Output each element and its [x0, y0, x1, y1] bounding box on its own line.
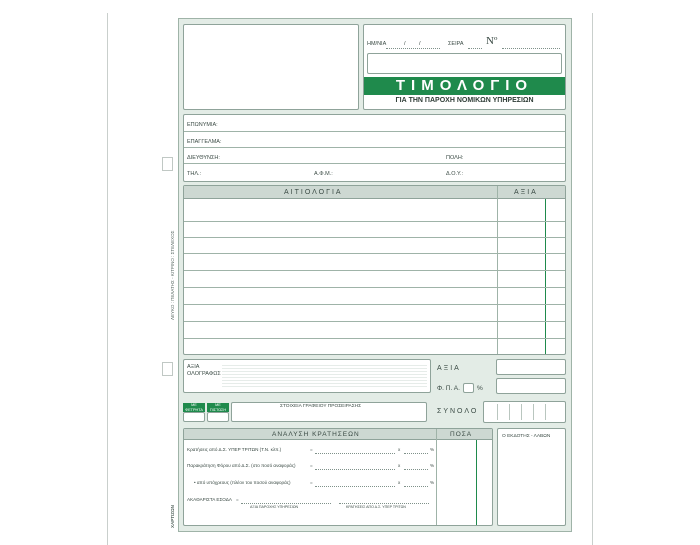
credit-checkbox[interactable]: [207, 412, 229, 422]
footnote-2: ΚΡΑΤΗΣΕΙΣ ΑΠΟ Δ.Σ. ΥΠΕΡ ΤΡΙΤΩΝ: [346, 505, 406, 509]
issuer-box[interactable]: [183, 24, 359, 110]
deductions-divider: [436, 429, 437, 525]
deduction-row-2: Παρακράτηση Φόρου από Δ.Σ. (στο ποσό αναφοράς): [187, 463, 296, 468]
table-row[interactable]: [184, 304, 565, 305]
date-separators: / /: [404, 41, 421, 47]
vat-rate-field[interactable]: [463, 383, 474, 393]
row-line: [184, 147, 565, 148]
eq-mark: =: [310, 447, 313, 452]
words-label-2: ΟΛΟΓΡΑΦΩΣ: [187, 371, 221, 377]
amounts-label: ΠΟΣΑ: [450, 431, 473, 438]
footnote-1: ΑΞΙΑ ΠΑΡΟΧΗΣ ΥΠΗΡΕΣΙΩΝ: [250, 505, 299, 509]
deduction-row-1: Κρατήσεις από Δ.Σ. ΥΠΕΡ ΤΡΙΤΩΝ (Τ.Ν. κλπ.): [187, 447, 282, 452]
issuer-label: Ο ΕΚΔΟΤΗΣ - ΛΑΒΩΝ: [502, 434, 551, 439]
row-line: [184, 131, 565, 132]
items-table: [183, 185, 566, 355]
sum-field[interactable]: [483, 401, 566, 423]
date-line[interactable]: [386, 48, 440, 49]
invoice-header-box: [363, 24, 566, 110]
series-number-field[interactable]: [367, 53, 562, 74]
row-line: [184, 163, 565, 164]
office-label: ΣΤΟΙΧΕΙΑ ΓΡΑΦΕΙΟΥ ΠΡΟΣΕΙΡΑΣΗΣ: [280, 404, 362, 409]
binding-marker-bottom: [162, 362, 173, 376]
invoice-title: ΤΙΜΟΛΟΓΙΟ: [364, 77, 565, 95]
deduction-row-4: ΑΚΑΘΑΡΙΣΤΑ ΕΣΟΔΑ: [187, 497, 232, 502]
name-label: ΕΠΩΝΥΜΙΑ:: [187, 122, 218, 128]
table-row[interactable]: [184, 287, 565, 288]
third-party-field[interactable]: [339, 503, 429, 504]
deduction-1-field[interactable]: [315, 453, 395, 454]
number-line[interactable]: [502, 48, 560, 49]
series-line[interactable]: [468, 48, 482, 49]
invoice-subtitle: ΓΙΑ ΤΗΝ ΠΑΡΟΧΗ ΝΟΜΙΚΩΝ ΥΠΗΡΕΣΙΩΝ: [395, 97, 534, 104]
deduction-3-rate[interactable]: [404, 486, 428, 487]
deductions-box: [183, 428, 493, 526]
percent-mark: %: [430, 463, 435, 468]
vat-field[interactable]: [496, 378, 566, 394]
cash-checkbox[interactable]: [183, 412, 205, 422]
decimal-divider: [545, 199, 546, 354]
table-row[interactable]: [184, 270, 565, 271]
eq-mark: =: [310, 463, 313, 468]
table-row[interactable]: [184, 338, 565, 339]
afm-label: Α.Φ.Μ.:: [314, 171, 333, 177]
col-value-header: ΑΞΙΑ: [514, 189, 538, 196]
payment-credit-option[interactable]: ΜΕ ΠΙΣΤΩΣΗ: [207, 403, 229, 412]
brand-label: ΧΑΡΤΙΖΩΝ: [170, 505, 175, 528]
percent-mark: %: [430, 480, 435, 485]
x-mark: x: [398, 447, 401, 452]
value-field[interactable]: [496, 359, 566, 375]
table-row[interactable]: [184, 321, 565, 322]
table-row[interactable]: [184, 221, 565, 222]
table-row[interactable]: [184, 253, 565, 254]
doy-label: Δ.Ο.Υ.:: [446, 171, 464, 177]
words-field[interactable]: [222, 363, 427, 389]
customer-box: [183, 114, 566, 182]
series-label: ΣΕΙΡΑ: [448, 41, 464, 47]
deduction-2-field[interactable]: [315, 469, 395, 470]
deduction-1-rate[interactable]: [404, 453, 428, 454]
copy-note: ΛΕΥΚΟ : ΠΕΛΑΤΗΣ - ΚΙΤΡΙΝΟ : ΣΤΕΛΕΧΟΣ: [170, 230, 175, 320]
date-label: ΗΜ/ΝΙΑ: [367, 41, 387, 47]
x-mark: x: [398, 480, 401, 485]
deductions-title: ΑΝΑΛΥΣΗ ΚΡΑΤΗΣΕΩΝ: [272, 431, 360, 438]
office-box[interactable]: [231, 402, 427, 422]
deduction-row-3: • από υπόχρεους (πλέον του ποσού αναφοράς): [194, 480, 291, 485]
eq-mark: =: [236, 497, 239, 502]
deductions-decimal-divider: [476, 440, 477, 525]
eq-mark: =: [310, 480, 313, 485]
phone-label: ΤΗΛ.:: [187, 171, 202, 177]
col-description-header: ΑΙΤΙΟΛΟΓΙΑ: [284, 189, 343, 196]
percent-mark: %: [430, 447, 435, 452]
items-header: [184, 186, 565, 199]
city-label: ΠΟΛΗ:: [446, 155, 464, 161]
profession-label: ΕΠΑΓΓΕΛΜΑ:: [187, 139, 222, 145]
x-mark: x: [398, 463, 401, 468]
number-label: Nº: [486, 35, 498, 47]
deduction-3-field[interactable]: [315, 486, 395, 487]
issuer-signature-box[interactable]: [497, 428, 566, 526]
invoice-form: [178, 18, 572, 532]
deduction-2-rate[interactable]: [404, 469, 428, 470]
words-label-1: ΑΞΙΑ: [187, 364, 200, 370]
sum-label: ΣΥΝΟΛΟ: [437, 408, 479, 415]
vat-percent: %: [477, 385, 483, 392]
table-row[interactable]: [184, 237, 565, 238]
address-label: ΔΙΕΥΘΥΝΣΗ:: [187, 155, 220, 161]
payment-cash-option[interactable]: ΜΕ ΦΕΤΡΗΤΑ: [183, 403, 205, 412]
gross-income-field[interactable]: [241, 503, 331, 504]
value-label: ΑΞΙΑ: [437, 365, 461, 372]
binding-marker-top: [162, 157, 173, 171]
vat-label: Φ. Π. Α.: [437, 385, 460, 392]
amount-words-box[interactable]: [183, 359, 431, 393]
sum-digit-cells: [486, 404, 546, 420]
